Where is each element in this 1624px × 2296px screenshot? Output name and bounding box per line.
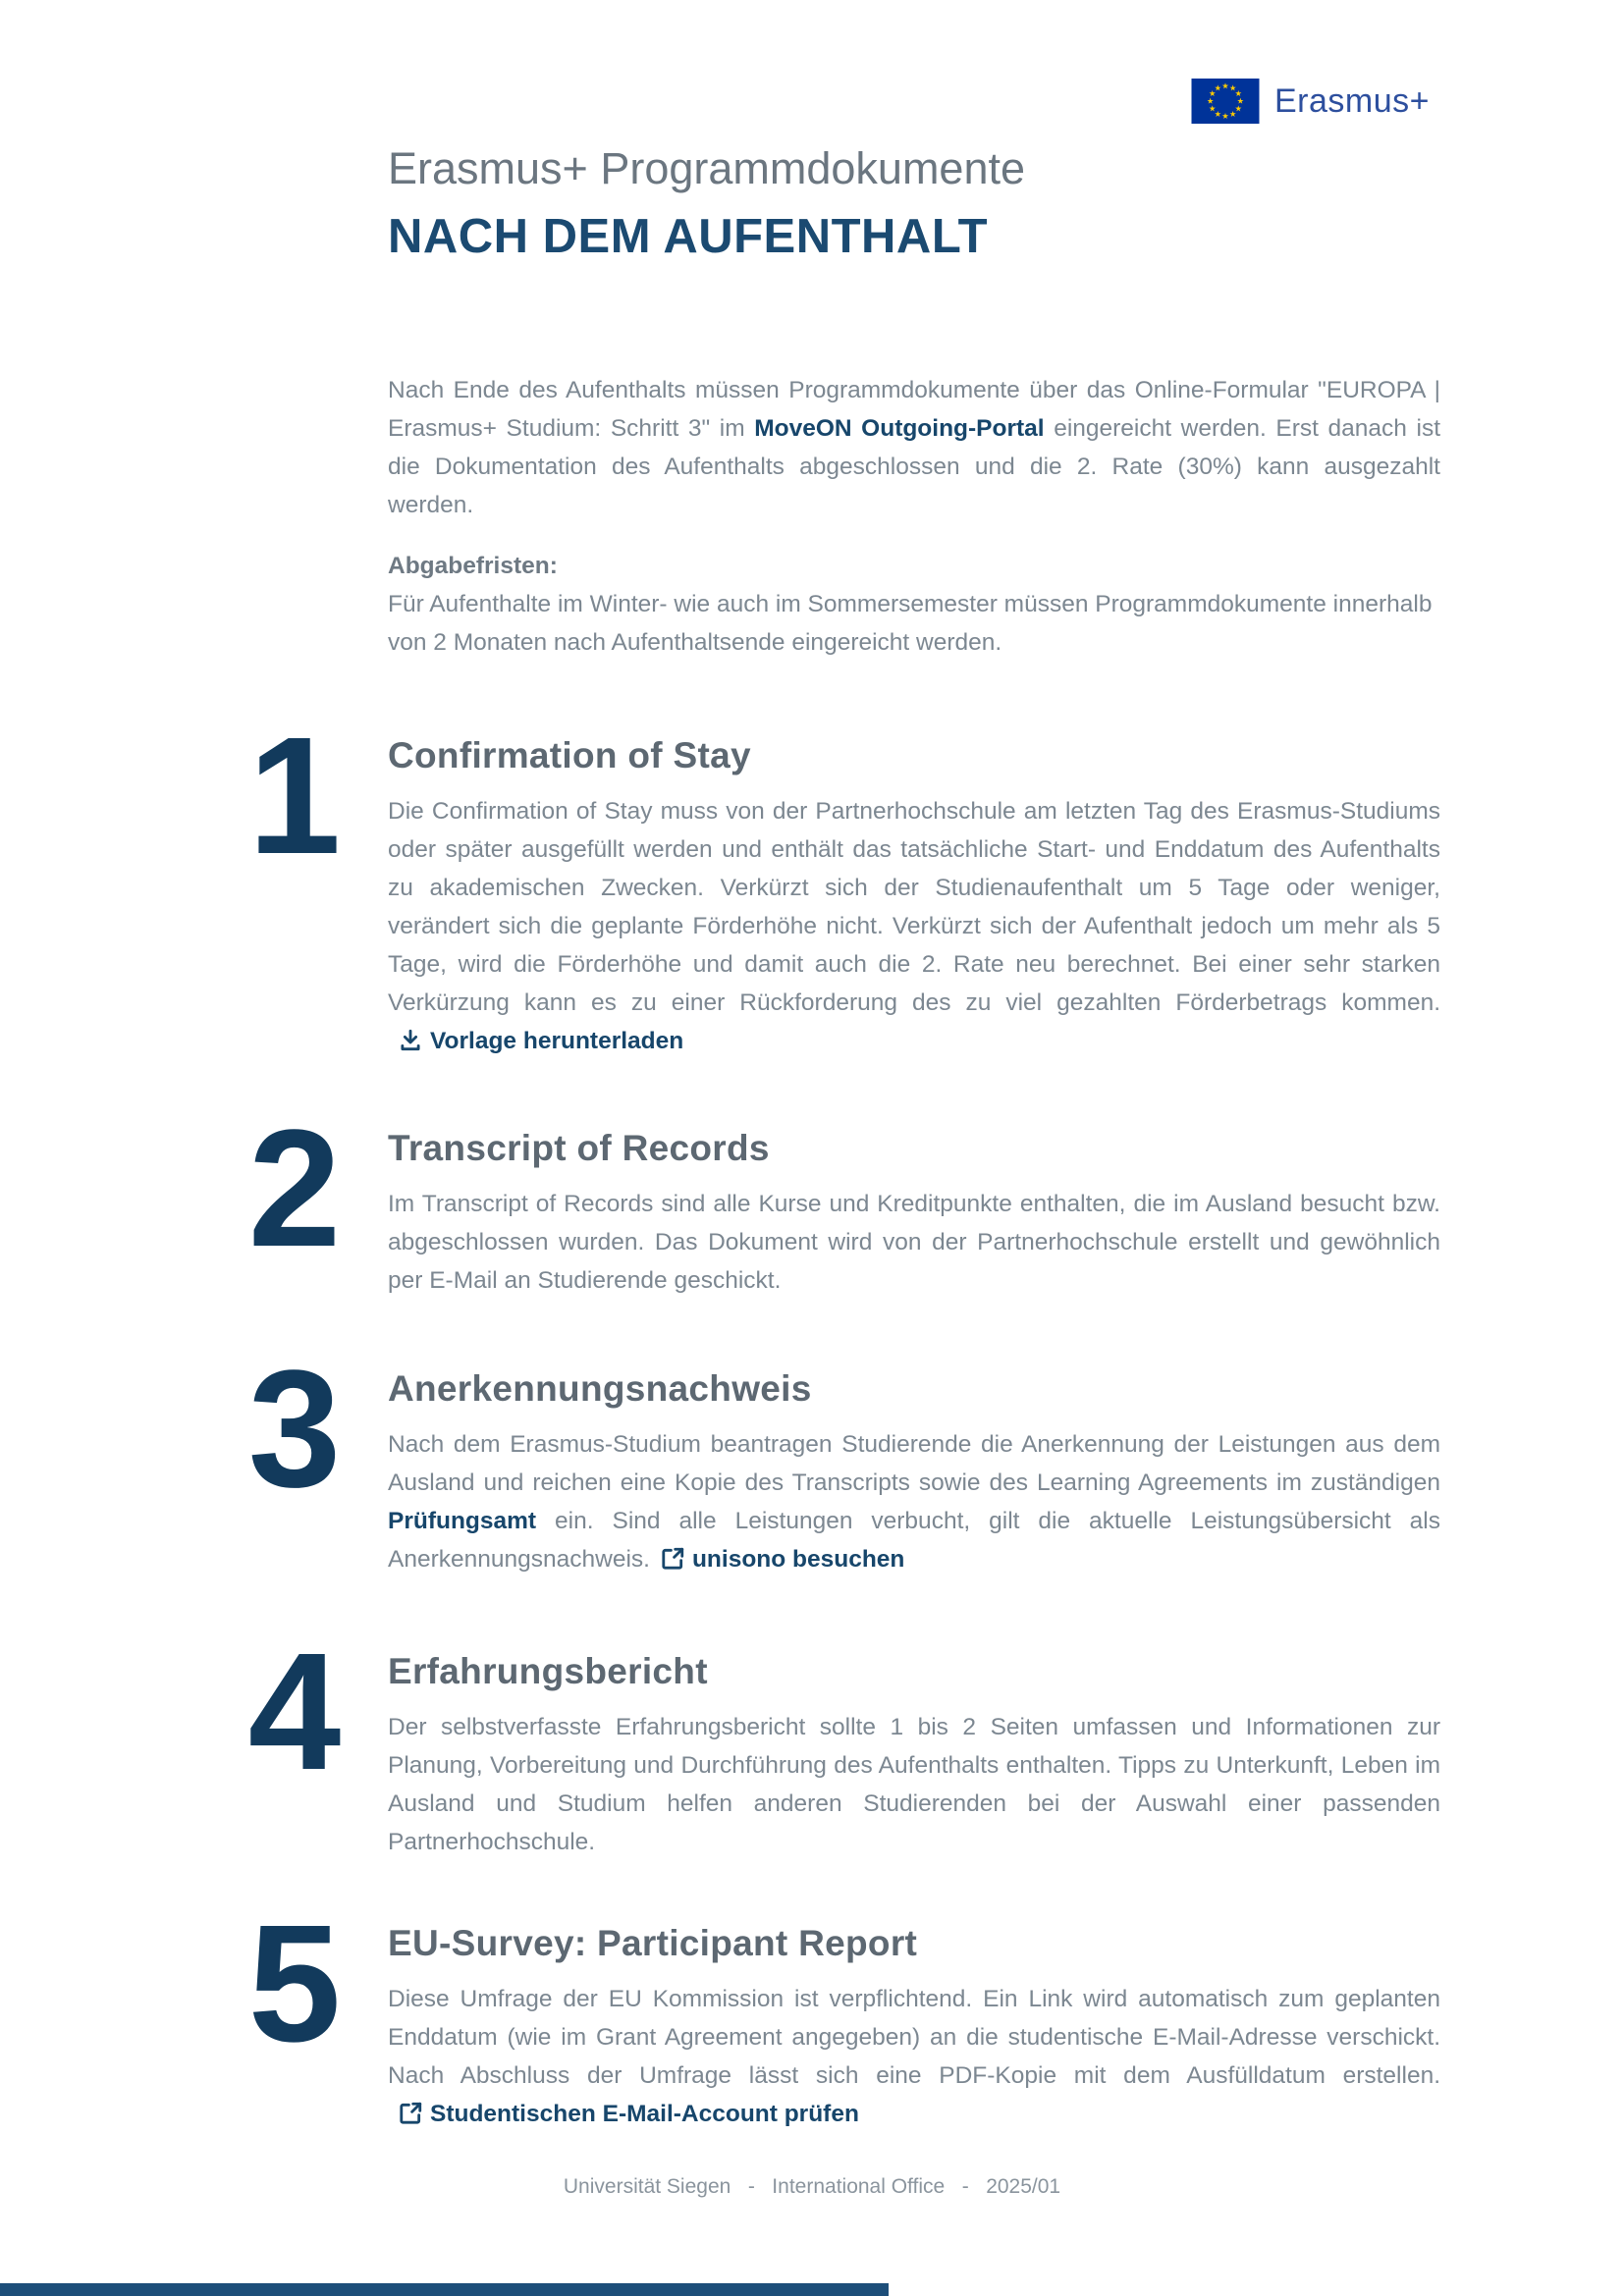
deadlines-label: Abgabefristen: [388,553,558,579]
external-link-icon [398,2101,423,2126]
section-title: Transcript of Records [388,1128,770,1168]
section-erfahrungsbericht [236,1619,1440,1861]
page-footer: Universität Siegen - International Office - 2025/01 [563,2175,1061,2198]
download-template-link-label: Vorlage herunterladen [430,1028,684,1054]
section-number: 5 [247,1891,342,2077]
section-anerkennungsnachweis [236,1336,1440,1578]
deadlines-text: Für Aufenthalte im Winter- wie auch im Sommersemester müssen Programmdokumente innerhalb von 2 Monaten nach Aufenthaltsende eingereicht werden. [388,591,1433,656]
intro-text-2: eingereicht werden. Erst danach ist die Dokumentation des Aufenthalts abgeschlossen und die 2. Rate (30%) kann ausgezahlt werden. [388,415,1440,518]
section-title: Erfahrungsbericht [388,1651,708,1691]
section-body [388,1980,1440,2133]
footer-accent-bar [0,2283,889,2296]
unisono-link[interactable] [650,1546,904,1573]
section-title: EU-Survey: Participant Report [388,1923,918,1963]
deadlines-block [388,547,1440,662]
moveon-portal-link[interactable]: MoveON Outgoing-Portal [754,415,1045,442]
intro-text-1: Nach Ende des Aufenthalts müssen Programmdokumente über das Online-Formular "EUROPA | Erasmus+ Studium: Schritt 3" im [388,377,1440,442]
section-body: Im Transcript of Records sind alle Kurse und Kreditpunkte enthalten, die im Ausland besucht bzw. abgeschlossen wurden. Das Dokument wird von der Partnerhochschule erstellt und gewöhnlich per E-Mail an Studierende geschickt. [388,1191,1440,1294]
external-link-icon [660,1546,685,1572]
email-account-link[interactable] [388,2101,859,2127]
section-number: 4 [247,1619,342,1805]
email-account-link-label: Studentischen E-Mail-Account prüfen [430,2101,859,2127]
section-confirmation-of-stay [236,703,1440,1060]
unisono-link-label: unisono besuchen [691,1546,905,1573]
section-number: 3 [247,1336,342,1522]
erasmus-logo [1191,79,1430,124]
document-supertitle: Erasmus+ Programmdokumente [388,143,1026,193]
section-body [388,1425,1440,1578]
section-title: Anerkennungsnachweis [388,1368,812,1409]
section-number: 2 [247,1095,342,1282]
section-title: Confirmation of Stay [388,735,751,775]
section-body-text: Die Confirmation of Stay muss von der Partnerhochschule am letzten Tag des Erasmus-Studiums oder später ausgefüllt werden und enthält das tatsächliche Start- und Enddatum des Aufenthalts zu akademischen Zwecken. Verkürzt sich der Studienaufenthalt um 5 Tage oder weniger, verändert sich die geplante Förderhöhe nicht. Verkürzt sich der Aufenthalt jedoch um mehr als 5 Tage, wird die Förderhöhe und damit auch die 2. Rate neu berechnet. Bei einer sehr starken Verkürzung kann es zu einer Rückforderung des zu viel gezahlten Förderbetrags kommen. [388,798,1440,1016]
section-transcript-of-records [236,1095,1440,1300]
section-eu-survey [236,1891,1440,2133]
section-number: 1 [247,703,342,889]
download-template-link[interactable] [388,1028,683,1054]
page-title: NACH DEM AUFENTHALT [388,210,989,263]
section-body-text-2: ein. Sind alle Leistungen verbucht, gilt die aktuelle Leistungsübersicht als Anerkennungsnachweis. [388,1508,1440,1573]
intro-paragraph [388,371,1440,524]
eu-flag-icon [1191,79,1260,124]
pruefungsamt-link[interactable]: Prüfungsamt [388,1508,537,1534]
section-body [388,792,1440,1060]
section-body-text-1: Nach dem Erasmus-Studium beantragen Studierende die Anerkennung der Leistungen aus dem Ausland und reichen eine Kopie des Transcripts sowie des Learning Agreements im zuständigen [388,1431,1440,1496]
erasmus-logo-label: Erasmus+ [1274,81,1430,120]
download-icon [398,1028,423,1053]
section-body-text: Diese Umfrage der EU Kommission ist verpflichtend. Ein Link wird automatisch zum geplanten Enddatum (wie im Grant Agreement angegeben) an die studentische E-Mail-Adresse verschickt. Nach Abschluss der Umfrage lässt sich eine PDF-Kopie mit dem Ausfülldatum erstellen. [388,1986,1440,2089]
section-body: Der selbstverfasste Erfahrungsbericht sollte 1 bis 2 Seiten umfassen und Informationen zur Planung, Vorbereitung und Durchführung des Aufenthalts enthalten. Tipps zu Unterkunft, Leben im Ausland und Studium helfen anderen Studierenden bei der Auswahl einer passenden Partnerhochschule. [388,1714,1440,1855]
